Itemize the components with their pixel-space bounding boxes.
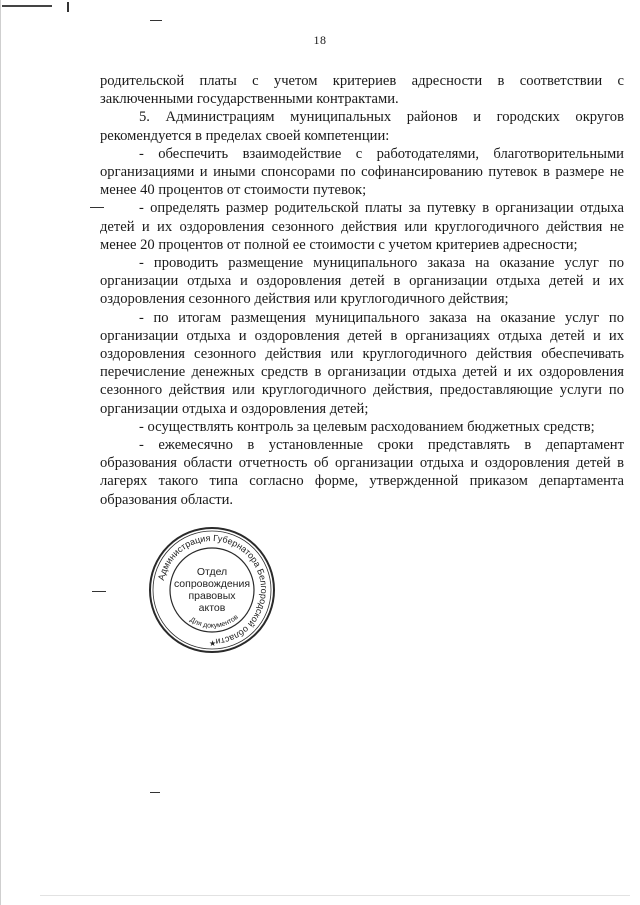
list-item-municipal-order: - проводить размещение муниципального заказа на оказание услуг по организации отдыха и оздоровления детей в организации отдыха детей и их оздоровления сезонного действия или круглогодичного действия;	[100, 255, 624, 308]
stamp-center-line-3: правовых	[188, 590, 236, 602]
page-number: 18	[313, 33, 327, 47]
list-item-budget-control: - осуществлять контроль за целевым расходованием бюджетных средств;	[139, 418, 595, 435]
scan-corner-tick	[67, 2, 69, 12]
scan-speck	[150, 20, 162, 21]
stamp-center-line-1: Отдел	[196, 566, 228, 578]
stamp-center	[147, 525, 277, 655]
scan-speck	[92, 591, 106, 592]
page-bottom-edge	[40, 895, 630, 896]
list-item-funds-transfer: - по итогам размещения муниципального заказа на оказание услуг по организации отдыха и оздоровления детей в организациях отдыха детей и их оздоровления сезонного действия или круглогодичного действия обеспечивать перечисление денежных средств в организации отдыха детей и их оздоровления сезонного действия или круглогодичного действия, предоставляющие услуги по организации отдыха и оздоровления детей;	[100, 309, 624, 417]
paragraph-continuation: родительской платы с учетом критериев адресности в соответствии с заключенными государственными контрактами.	[100, 73, 624, 108]
document-body	[100, 72, 624, 509]
official-stamp	[147, 525, 277, 655]
list-item-monthly-reporting: - ежемесячно в установленные сроки представлять в департамент образования области отчетность об организации отдыха и оздоровления детей в лагерях такого типа согласно форме, утвержденной приказом департамента образования области.	[100, 437, 624, 508]
scan-speck	[150, 792, 160, 793]
list-item-cooperation: - обеспечить взаимодействие с работодателями, благотворительными организациями и иными спонсорами по софинансированию путевок в размере не менее 40 процентов от стоимости путевок;	[100, 145, 624, 199]
stamp-bottom-text: Для документов	[188, 613, 240, 630]
list-item-parent-fee: - определять размер родительской платы за путевку в организации отдыха детей и их оздоровления сезонного действия или круглогодичного действия не менее 20 процентов от полной ее стоимости с учетом критериев адресности;	[100, 200, 624, 253]
scan-corner-mark	[2, 5, 52, 7]
paragraph-item-5: 5. Администрациям муниципальных районов и городских округов рекомендуется в пределах своей компетенции:	[100, 109, 624, 144]
stamp-center-line-4: актов	[198, 602, 226, 614]
scan-speck	[90, 207, 104, 208]
stamp-star: ★	[209, 639, 217, 648]
page-left-edge	[0, 0, 1, 905]
stamp-ring-text: Администрация Губернатора Белгородской области	[156, 532, 270, 647]
stamp-center-line-2: сопровождения	[173, 578, 251, 590]
